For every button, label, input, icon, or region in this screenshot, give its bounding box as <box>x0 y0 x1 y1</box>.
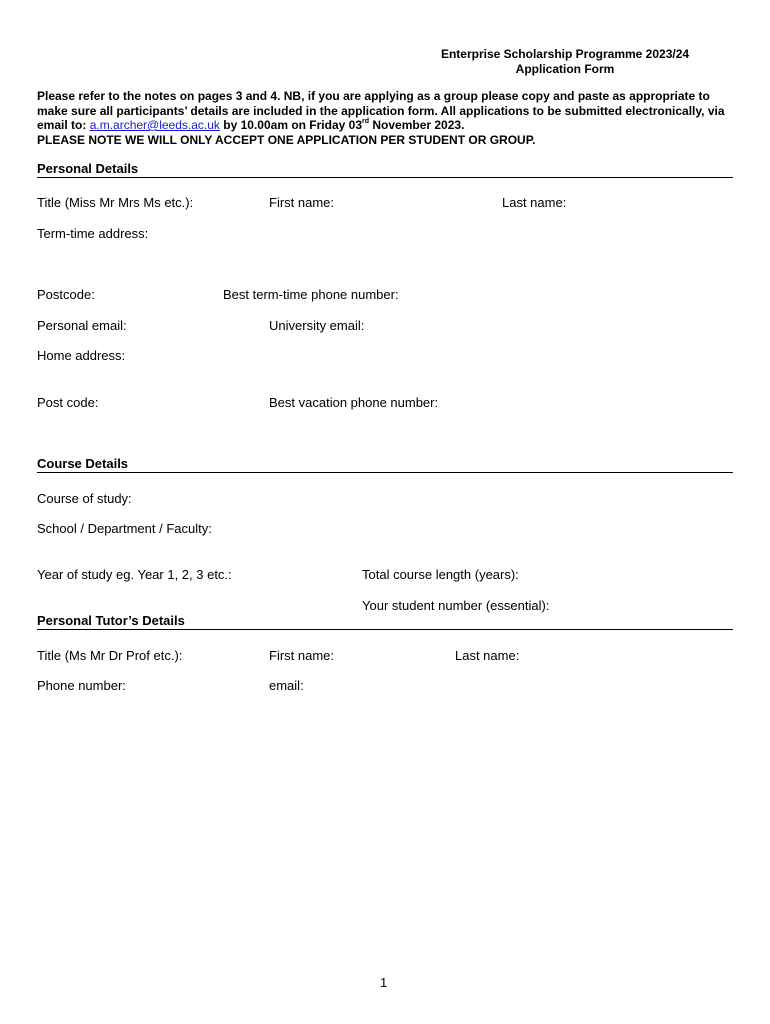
university-email-label: University email: <box>269 318 365 333</box>
term-phone-label: Best term-time phone number: <box>223 287 399 302</box>
vacation-phone-label: Best vacation phone number: <box>269 395 439 410</box>
tutor-phone-label: Phone number: <box>37 678 126 693</box>
course-length-label: Total course length (years): <box>362 567 519 582</box>
personal-details-heading: Personal Details <box>37 161 139 176</box>
intro-text-1: Please refer to the notes on pages 3 and 4. NB, if you are applying as a group please copy and paste as appropriate to make sure all participants’ details are included in the application form. All applications to be submitted electronically, via email to: <box>37 89 725 132</box>
page-number: 1 <box>380 975 388 990</box>
tutor-last-name-label: Last name: <box>455 648 520 663</box>
post-code-label: Post code: <box>37 395 99 410</box>
postcode-label: Postcode: <box>37 287 95 302</box>
intro-text-2: by 10.00am on Friday 03 <box>219 118 363 132</box>
tutor-details-heading: Personal Tutor’s Details <box>37 613 185 628</box>
intro-notice: PLEASE NOTE WE WILL ONLY ACCEPT ONE APPLICATION PER STUDENT OR GROUP. <box>37 132 536 147</box>
course-label: Course of study: <box>37 491 132 506</box>
tutor-email-label: email: <box>269 678 304 693</box>
date-superscript: rd <box>362 118 370 125</box>
intro-instructions <box>37 89 737 147</box>
intro-text-3: November 2023. <box>369 118 465 132</box>
section-divider <box>37 629 733 630</box>
first-name-label: First name: <box>269 195 335 210</box>
student-number-label: Your student number (essential): <box>362 598 550 613</box>
term-address-label: Term-time address: <box>37 226 149 241</box>
personal-email-label: Personal email: <box>37 318 127 333</box>
school-label: School / Department / Faculty: <box>37 521 212 536</box>
home-address-label: Home address: <box>37 348 126 363</box>
tutor-first-name-label: First name: <box>269 648 335 663</box>
submission-email-link[interactable]: a.m.archer@leeds.ac.uk <box>89 118 220 132</box>
year-of-study-label: Year of study eg. Year 1, 2, 3 etc.: <box>37 567 232 582</box>
form-title: Application Form <box>515 62 615 76</box>
tutor-title-label: Title (Ms Mr Dr Prof etc.): <box>37 648 183 663</box>
last-name-label: Last name: <box>502 195 567 210</box>
course-details-heading: Course Details <box>37 456 129 471</box>
programme-title: Enterprise Scholarship Programme 2023/24 <box>440 47 690 61</box>
title-label: Title (Miss Mr Mrs Ms etc.): <box>37 195 194 210</box>
section-divider <box>37 177 733 178</box>
form-header <box>400 47 730 77</box>
section-divider <box>37 472 733 473</box>
